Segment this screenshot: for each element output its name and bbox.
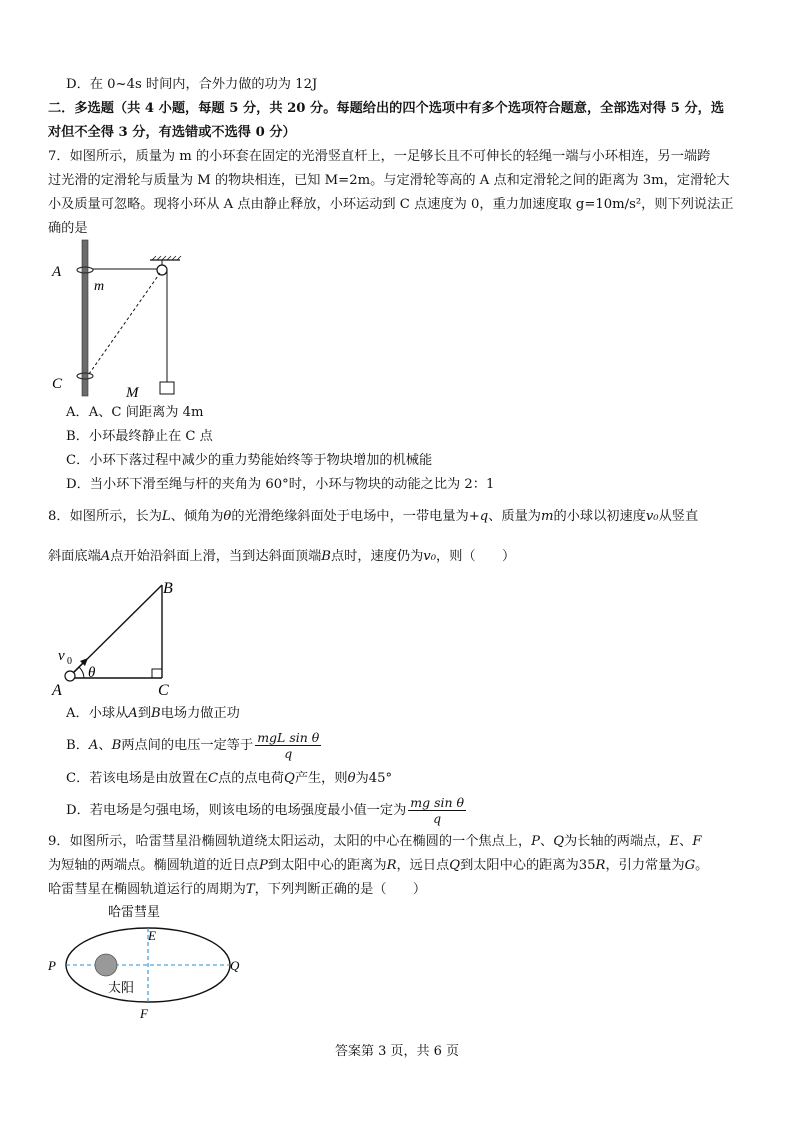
label-sun: 太阳 <box>108 980 135 995</box>
q7-stem-line2: 过光滑的定滑轮与质量为 M 的物块相连，已知 M=2m。与定滑轮等高的 A 点和定滑轮之间的距离为 3m，定滑轮大 <box>48 173 730 188</box>
label-a: A <box>52 264 62 280</box>
label-comet: 哈雷彗星 <box>108 904 161 919</box>
ceiling-hatch <box>152 256 181 260</box>
sun <box>95 954 117 976</box>
q7-option-d: D．当小环下滑至绳与杆的夹角为 60°时，小环与物块的动能之比为 2：1 <box>66 477 495 492</box>
q9-figure <box>44 900 254 1025</box>
label-f: F <box>140 1006 148 1021</box>
q9-stem-line2: 为短轴的两端点。椭圆轨道的近日点P到太阳中心的距离为R，远日点Q到太阳中心的距离为35R，引力常量为G。 <box>48 858 709 873</box>
field-fraction: $\frac{\text{mg sin θ}}{q}$ <box>410 795 465 826</box>
q8-stem-line1: 8．如图所示，长为L、倾角为θ的光滑绝缘斜面处于电场中，一带电量为+q、质量为m的小球以初速度v₀从竖直 <box>48 509 699 524</box>
q7-option-a: A．A、C 间距离为 4m <box>66 405 204 420</box>
q7-option-b: B．小环最终静止在 C 点 <box>66 429 213 444</box>
label-a: A <box>52 682 62 699</box>
q8-figure <box>50 575 190 700</box>
q9-stem-line3: 哈雷彗星在椭圆轨道运行的周期为T，下列判断正确的是（ ） <box>48 882 427 897</box>
q6-option-d: D．在 0~4s 时间内，合外力做的功为 12J <box>66 77 318 92</box>
label-big-m: M <box>126 385 139 401</box>
block-m <box>160 382 174 394</box>
label-c: C <box>158 682 169 699</box>
ball <box>65 671 75 681</box>
q8-option-c: C．若该电场是由放置在C点的点电荷Q产生，则θ为45° <box>66 771 393 786</box>
label-m: m <box>94 279 105 294</box>
section-header-line1: 二．多选题（共 4 小题，每题 5 分，共 20 分。每题给出的四个选项中有多个选项符合题意，全部选对得 5 分，选 <box>48 101 725 116</box>
label-q: Q <box>230 958 240 973</box>
right-angle-mark <box>152 669 162 678</box>
label-theta: θ <box>88 665 96 681</box>
angle-arc <box>79 667 84 678</box>
q8-option-d: D．若电场是匀强电场，则该电场的电场强度最小值一定为 $\frac{\text{mg sin θ}}{q}$ <box>66 795 465 826</box>
page-footer: 答案第 3 页，共 6 页 <box>334 1044 460 1059</box>
q7-stem-line3: 小及质量可忽略。现将小环从 A 点由静止释放，小环运动到 C 点速度为 0，重力加速度取 g=10m/s²，则下列说法正 <box>48 197 734 212</box>
q7-stem-line4: 确的是 <box>48 221 88 236</box>
q7-stem-line1: 7．如图所示，质量为 m 的小环套在固定的光滑竖直杆上，一足够长且不可伸长的轻绳一端与小环相连，另一端跨 <box>48 149 711 164</box>
label-v: v <box>58 648 65 664</box>
pulley <box>157 265 167 275</box>
label-e: E <box>148 928 156 943</box>
voltage-fraction: $\frac{\text{mgL sin θ}}{q}$ <box>257 730 320 761</box>
q7-figure <box>44 236 204 401</box>
label-p: P <box>48 958 56 973</box>
q7-option-c: C．小环下落过程中减少的重力势能始终等于物块增加的机械能 <box>66 453 433 468</box>
q8-option-a: A．小球从A到B电场力做正功 <box>66 706 240 721</box>
q8-option-b: B．A、B两点间的电压一定等于 $\frac{\text{mgL sin θ}}{q}$ <box>66 730 320 761</box>
section-header-line2: 对但不全得 3 分，有选错或不选得 0 分） <box>48 125 296 140</box>
label-v-subscript: 0 <box>67 656 72 667</box>
label-c: C <box>52 376 63 392</box>
q9-stem-line1: 9．如图所示，哈雷彗星沿椭圆轨道绕太阳运动，太阳的中心在椭圆的一个焦点上，P、Q为长轴的两端点，E、F <box>48 834 702 849</box>
q8-stem-line2: 斜面底端A点开始沿斜面上滑，当到达斜面顶端B点时，速度仍为v₀，则（ ） <box>48 549 516 564</box>
label-b: B <box>163 580 173 597</box>
